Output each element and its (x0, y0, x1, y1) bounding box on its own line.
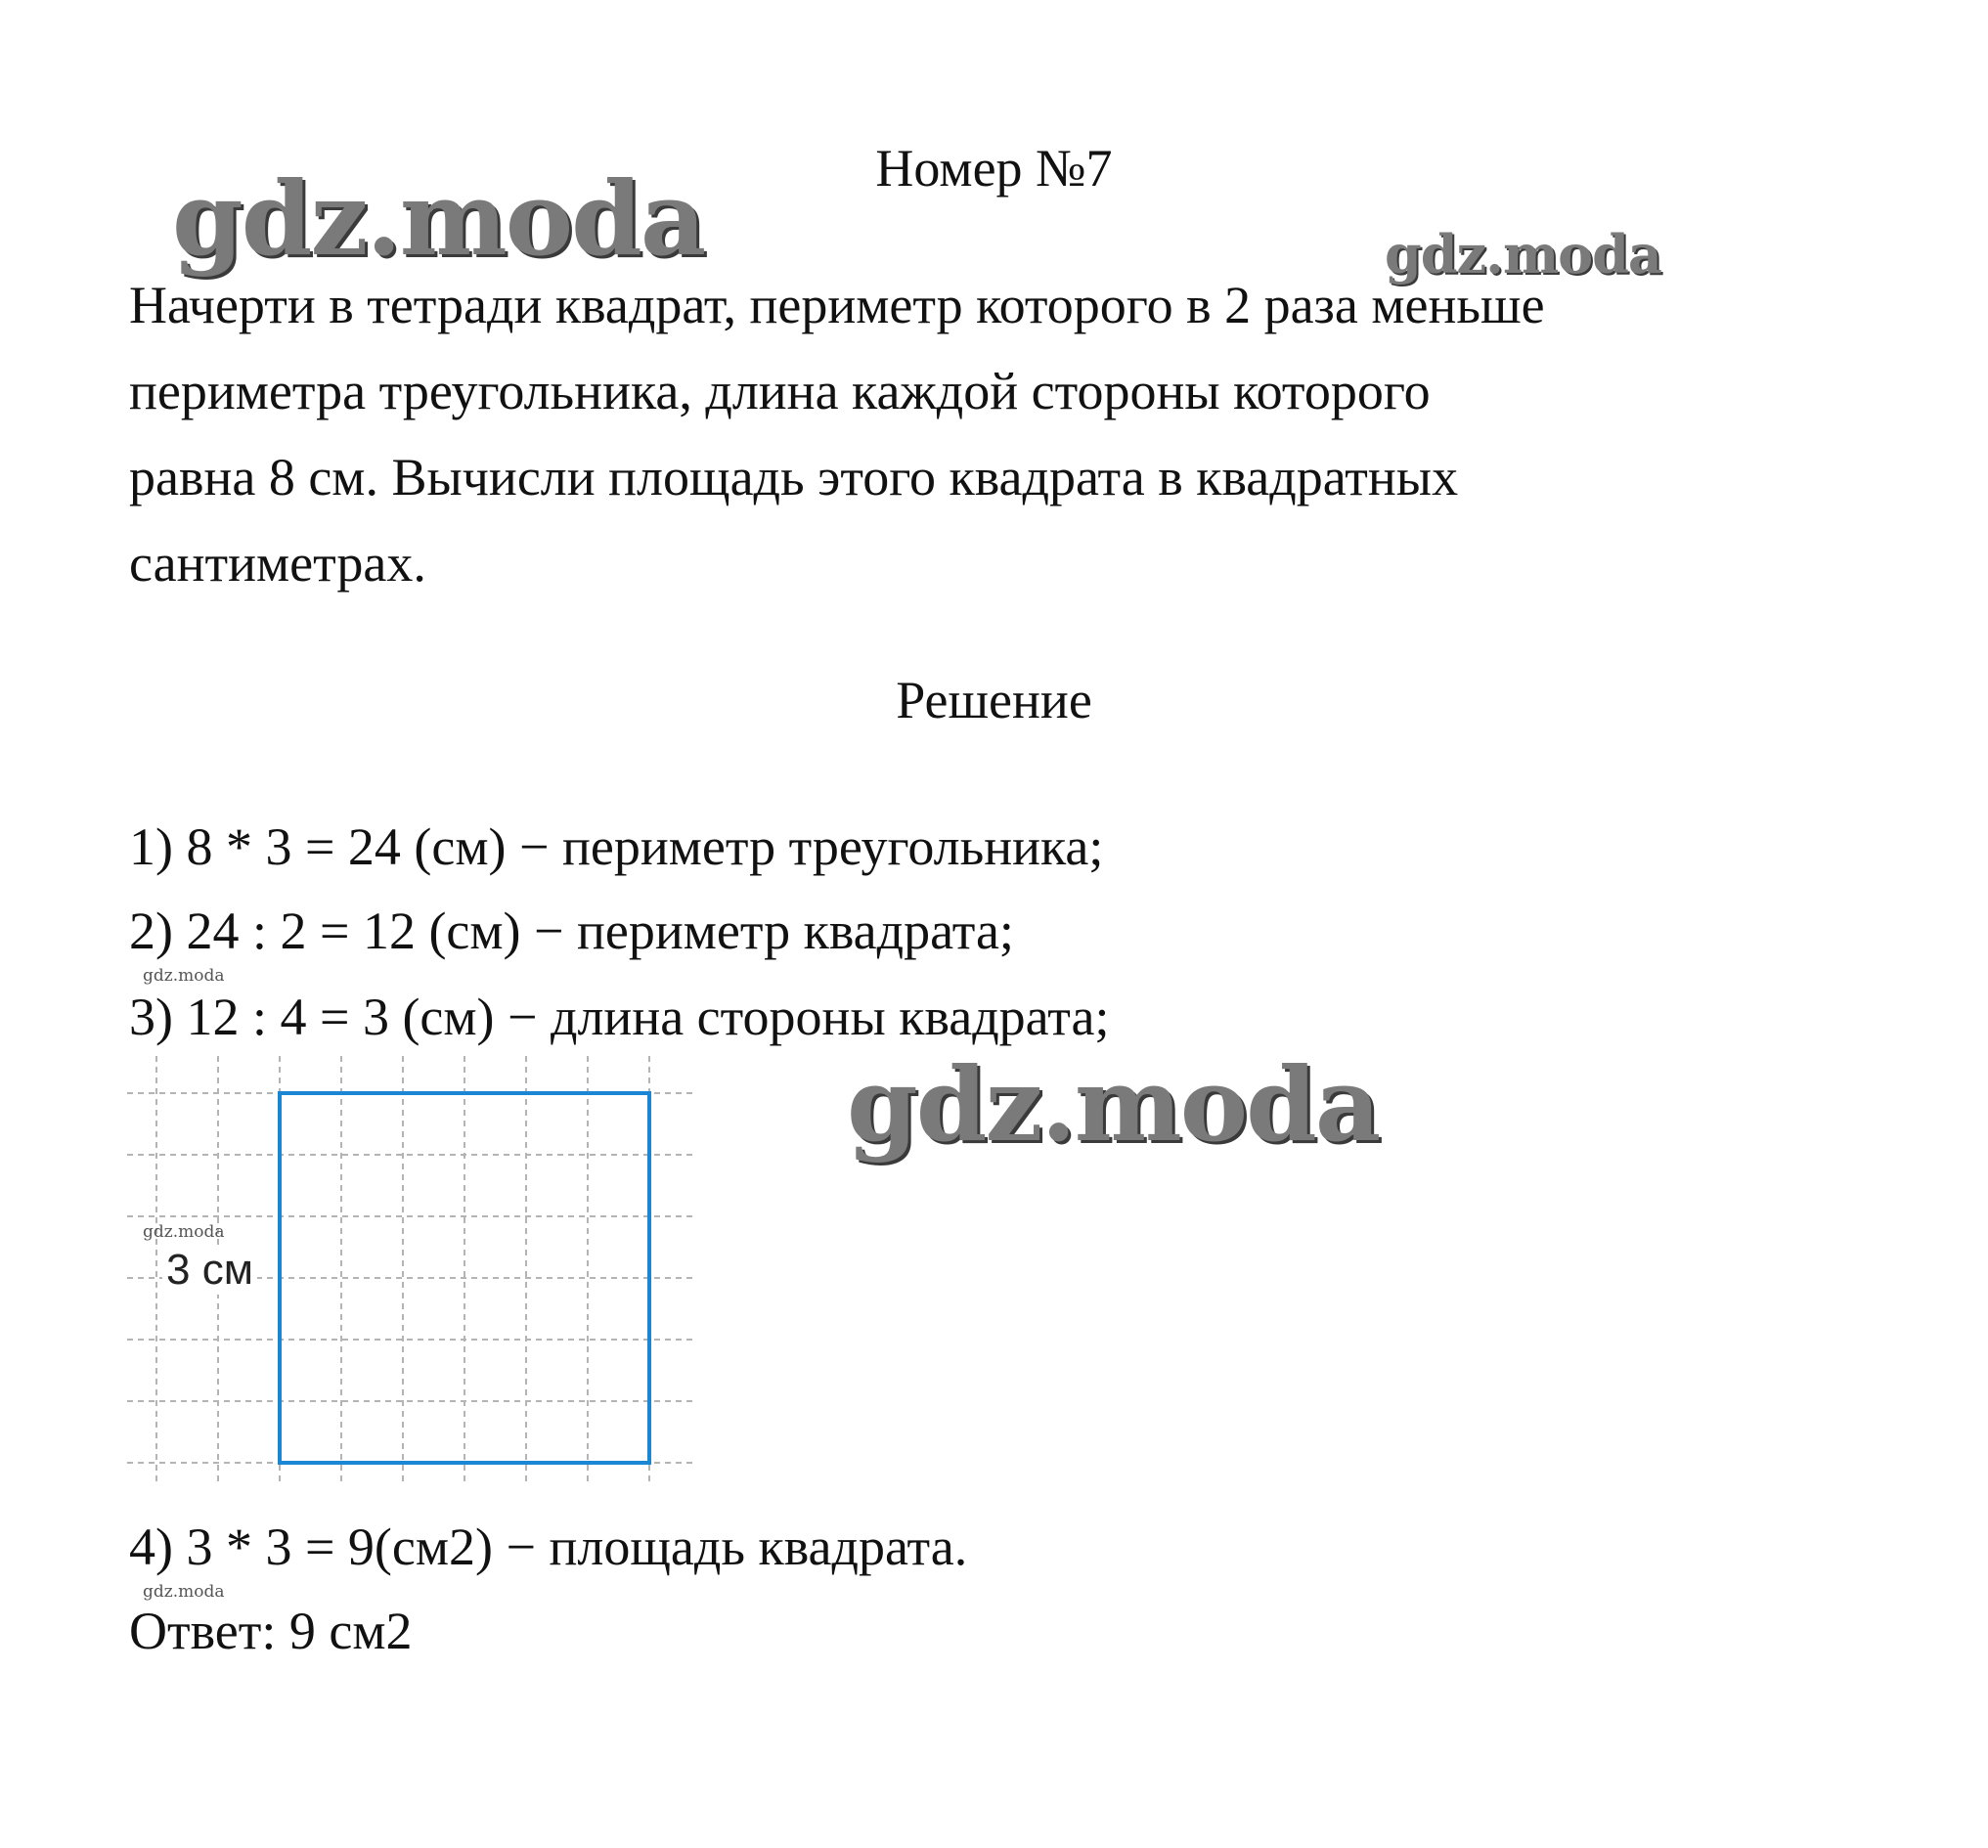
side-length-label: 3 см (162, 1246, 257, 1295)
solution-step-4: 4) 3 * 3 = 9(см2) − площадь квадрата. (129, 1518, 968, 1576)
watermark-medium: gdz.moda (1385, 223, 1661, 286)
solution-step-1: 1) 8 * 3 = 24 (см) − периметр треугольника; (129, 817, 1104, 876)
task-line: Начерти в тетради квадрат, периметр которого в 2 раза меньше (129, 276, 1545, 334)
watermark-small: gdz.moda (143, 1222, 225, 1242)
task-line: сантиметрах. (129, 534, 426, 593)
watermark-small: gdz.moda (143, 1582, 225, 1602)
answer: Ответ: 9 см2 (129, 1602, 413, 1660)
solution-step-3: 3) 12 : 4 = 3 (см) − длина стороны квадрата; (129, 988, 1110, 1046)
solution-step-2: 2) 24 : 2 = 12 (см) − периметр квадрата; (129, 902, 1014, 960)
task-line: периметра треугольника, длина каждой стороны которого (129, 362, 1431, 420)
watermark-large-2: gdz.moda (847, 1044, 1380, 1165)
task-line: равна 8 см. Вычисли площадь этого квадрата в квадратных (129, 448, 1459, 506)
watermark-large-1: gdz.moda (172, 158, 705, 279)
solution-heading: Решение (896, 671, 1092, 729)
watermark-small: gdz.moda (143, 966, 225, 986)
task-text (129, 262, 1733, 606)
page-title: Номер №7 (875, 139, 1113, 198)
